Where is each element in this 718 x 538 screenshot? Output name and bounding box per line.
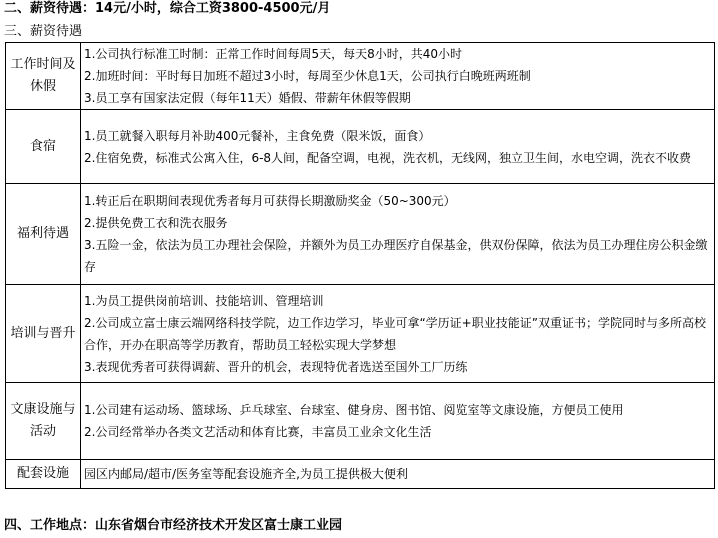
content-line: 3.员工享有国家法定假（每年11天）婚假、带薪年休假等假期 xyxy=(84,91,411,105)
table-row-welfare xyxy=(6,184,715,285)
content-line: 1.为员工提供岗前培训、技能培训、管理培训 xyxy=(84,293,324,308)
content-line: 2.提供免费工衣和洗衣服务 xyxy=(84,216,228,230)
row-content xyxy=(81,110,715,184)
section-4-title: 四、工作地点：山东省烟台市经济技术开发区富士康工业园 xyxy=(4,518,343,533)
content-line: 1.员工就餐入职每月补助400元餐补，主食免费（限米饭，面食） xyxy=(84,128,431,143)
section-2-title: 二、薪资待遇：14元/小时，综合工资3800-4500元/月 xyxy=(4,1,331,16)
content-line: 1.公司执行标准工时制：正常工作时间每周5天，每天8小时，共40小时 xyxy=(84,47,462,61)
content-line: 3.表现优秀者可获得调薪、晋升的机会，表现特优者选送至国外工厂历练 xyxy=(84,359,468,374)
row-label: 工作时间及休假 xyxy=(6,43,81,110)
row-content xyxy=(81,43,715,110)
section-3-title: 三、薪资待遇 xyxy=(4,24,83,39)
row-content xyxy=(81,383,715,460)
row-content xyxy=(81,460,715,489)
row-label: 培训与晋升 xyxy=(6,285,81,383)
row-label: 福利待遇 xyxy=(6,184,81,285)
table-row-recreation xyxy=(6,383,715,460)
table-row-facilities xyxy=(6,460,715,489)
table-row-work-hours xyxy=(6,43,715,110)
content-line: 1.转正后在职期间表现优秀者每月可获得长期激励奖金（50~300元） xyxy=(84,194,456,208)
content-line: 2.住宿免费，标准式公寓入住，6-8人间，配备空调，电视，洗衣机，无线网，独立卫生间，水电空调，洗衣不收费 xyxy=(84,150,692,165)
row-content xyxy=(81,285,715,383)
row-label: 文康设施与活动 xyxy=(6,383,81,460)
row-label: 食宿 xyxy=(6,110,81,184)
content-line: 2.公司经常举办各类文艺活动和体育比赛，丰富员工业余文化生活 xyxy=(84,425,432,439)
content-line: 园区内邮局/超市/医务室等配套设施齐全,为员工提供极大便利 xyxy=(84,467,408,481)
row-content xyxy=(81,184,715,285)
row-label: 配套设施 xyxy=(6,460,81,489)
content-line: 2.公司成立富士康云端网络科技学院，边工作边学习，毕业可拿“学历证+职业技能证”双重证书；学院同时与多所高校合作，开办在职高等学历教育，帮助员工轻松实现大学梦想 xyxy=(84,315,706,352)
content-line: 2.加班时间：平时每日加班不超过3小时，每周至少休息1天，公司执行白晚班两班制 xyxy=(84,69,531,83)
benefits-table xyxy=(5,42,715,489)
content-line: 3.五险一金，依法为员工办理社会保险，并额外为员工办理医疗自保基金，供双份保障，依法为员工办理住房公积金缴存 xyxy=(84,238,708,274)
content-line: 1.公司建有运动场、篮球场、乒乓球室、台球室、健身房、图书馆、阅览室等文康设施，方便员工使用 xyxy=(84,403,624,417)
table-row-food-housing xyxy=(6,110,715,184)
table-row-training xyxy=(6,285,715,383)
